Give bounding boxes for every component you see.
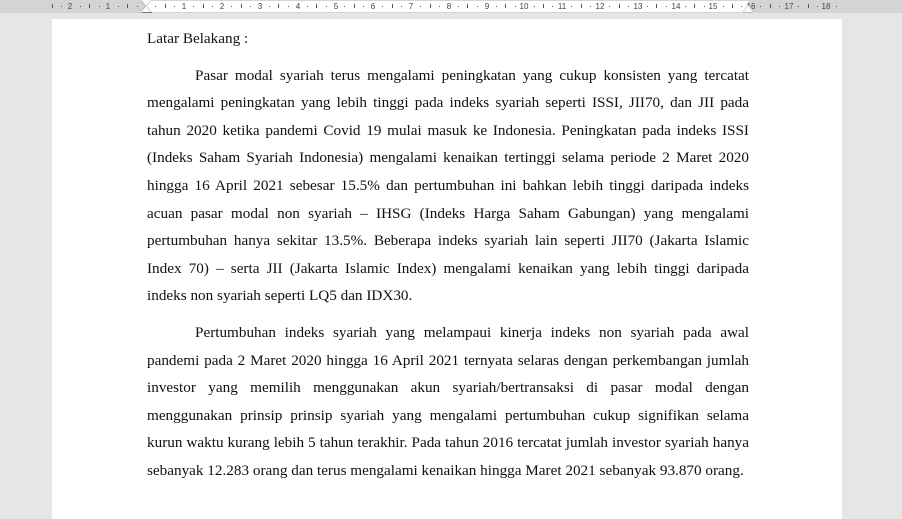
horizontal-ruler[interactable]	[0, 0, 902, 13]
ruler-dot	[760, 6, 761, 7]
ruler-dot	[307, 6, 308, 7]
ruler-label: 3	[257, 2, 263, 11]
ruler-label: 7	[408, 2, 414, 11]
ruler-tick	[808, 4, 809, 8]
section-heading: Latar Belakang :	[147, 30, 249, 47]
ruler-tick	[505, 4, 506, 8]
ruler-dot	[174, 6, 175, 7]
ruler-dot	[515, 6, 516, 7]
ruler-dot	[458, 6, 459, 7]
ruler-tick	[316, 4, 317, 8]
ruler-dot	[326, 6, 327, 7]
ruler-label: 12	[595, 2, 605, 11]
ruler-tick	[241, 4, 242, 8]
ruler-tick	[127, 4, 128, 8]
document-page[interactable]	[52, 19, 842, 519]
ruler-tick	[203, 4, 204, 8]
right-indent-marker[interactable]	[743, 5, 753, 12]
ruler-dot	[723, 6, 724, 7]
ruler-label: 17	[784, 2, 794, 11]
ruler-tick	[430, 4, 431, 8]
ruler-label: 6	[370, 2, 376, 11]
paragraph: Pasar modal syariah terus mengalami peningkatan yang cukup konsisten yang tercatat mengalami peningkatan yang lebih tinggi pada indeks syariah seperti ISSI, JII70, dan JII pada tahun 2020 ketika pandemi Covid 19 mulai masuk ke Indonesia. Peningkatan pada indeks ISSI (Indeks Saham Syariah Indonesia) mengalami kenaikan tertinggi selama periode 2 Maret 2020 hingga 16 April 2021 sebesar 15.5% dan pertumbuhan ini bahkan lebih tinggi daripada indeks acuan pasar modal non syariah – IHSG (Indeks Harga Saham Gabungan) yang mengalami pertumbuhan hanya sekitar 13.5%. Beberapa indeks syariah lain seperti JII70 (Jakarta Islamic Index 70) – serta JII (Jakarta Islamic Index) mengalami kenaikan yang lebih tinggi daripada indeks non syariah seperti LQ5 dan IDX30.	[147, 66, 749, 305]
ruler-tick	[694, 4, 695, 8]
ruler-dot	[779, 6, 780, 7]
ruler-dot	[288, 6, 289, 7]
ruler-dot	[80, 6, 81, 7]
ruler-label: 13	[633, 2, 643, 11]
ruler-tick	[770, 4, 771, 8]
ruler-dot	[212, 6, 213, 7]
ruler-tick	[52, 4, 53, 8]
ruler-label: 5	[333, 2, 339, 11]
document-body[interactable]	[147, 25, 749, 485]
ruler-label: 15	[708, 2, 718, 11]
ruler-dot	[798, 6, 799, 7]
ruler-dot	[382, 6, 383, 7]
ruler-label: 1	[181, 2, 187, 11]
ruler-dot	[231, 6, 232, 7]
ruler-label: 2	[219, 2, 225, 11]
ruler-tick	[278, 4, 279, 8]
ruler-dot	[269, 6, 270, 7]
ruler-dot	[552, 6, 553, 7]
ruler-dot	[137, 6, 138, 7]
ruler-dot	[534, 6, 535, 7]
ruler-label: 11	[557, 2, 567, 11]
left-indent-marker[interactable]	[142, 12, 152, 13]
ruler-tick	[543, 4, 544, 8]
ruler-tick	[581, 4, 582, 8]
ruler-dot	[439, 6, 440, 7]
ruler-tick	[619, 4, 620, 8]
ruler-dot	[666, 6, 667, 7]
ruler-dot	[590, 6, 591, 7]
ruler-label: 1	[105, 2, 111, 11]
ruler-label: 16	[746, 2, 756, 11]
ruler-dot	[704, 6, 705, 7]
ruler-dot	[155, 6, 156, 7]
ruler-dot	[496, 6, 497, 7]
ruler-tick	[656, 4, 657, 8]
ruler-dot	[609, 6, 610, 7]
ruler-label: 9	[484, 2, 490, 11]
ruler-tick	[354, 4, 355, 8]
ruler-dot	[628, 6, 629, 7]
ruler-tick	[89, 4, 90, 8]
ruler-dot	[477, 6, 478, 7]
ruler-label: 10	[519, 2, 529, 11]
ruler-dot	[250, 6, 251, 7]
ruler-dot	[363, 6, 364, 7]
ruler-dot	[401, 6, 402, 7]
ruler-tick	[732, 4, 733, 8]
ruler-label: 8	[446, 2, 452, 11]
ruler-tick	[165, 4, 166, 8]
ruler-label: 2	[67, 2, 73, 11]
ruler-dot	[118, 6, 119, 7]
ruler-label: 14	[671, 2, 681, 11]
ruler-dot	[344, 6, 345, 7]
ruler-dot	[193, 6, 194, 7]
ruler-dot	[99, 6, 100, 7]
paragraph: Pertumbuhan indeks syariah yang melampaui kinerja indeks non syariah pada awal pandemi pada 2 Maret 2020 hingga 16 April 2021 ternyata selaras dengan perkembangan jumlah investor yang memilih menggunakan akun syariah/bertransaksi di pasar modal dengan menggunakan prinsip prinsip syariah yang mengalami pertumbuhan cukup signifikan selama kurun waktu kurang lebih 5 tahun terakhir. Pada tahun 2016 tercatat jumlah investor syariah hanya sebanyak 12.283 orang dan terus mengalami kenaikan hingga Maret 2021 sebanyak 93.870 orang.	[147, 323, 749, 479]
ruler-label: 4	[295, 2, 301, 11]
ruler-dot	[647, 6, 648, 7]
ruler-tick	[392, 4, 393, 8]
ruler-dot	[420, 6, 421, 7]
ruler-dot	[61, 6, 62, 7]
ruler-label: 18	[821, 2, 831, 11]
ruler-dot	[836, 6, 837, 7]
ruler-dot	[817, 6, 818, 7]
ruler-tick	[467, 4, 468, 8]
ruler-dot	[571, 6, 572, 7]
ruler-dot	[685, 6, 686, 7]
